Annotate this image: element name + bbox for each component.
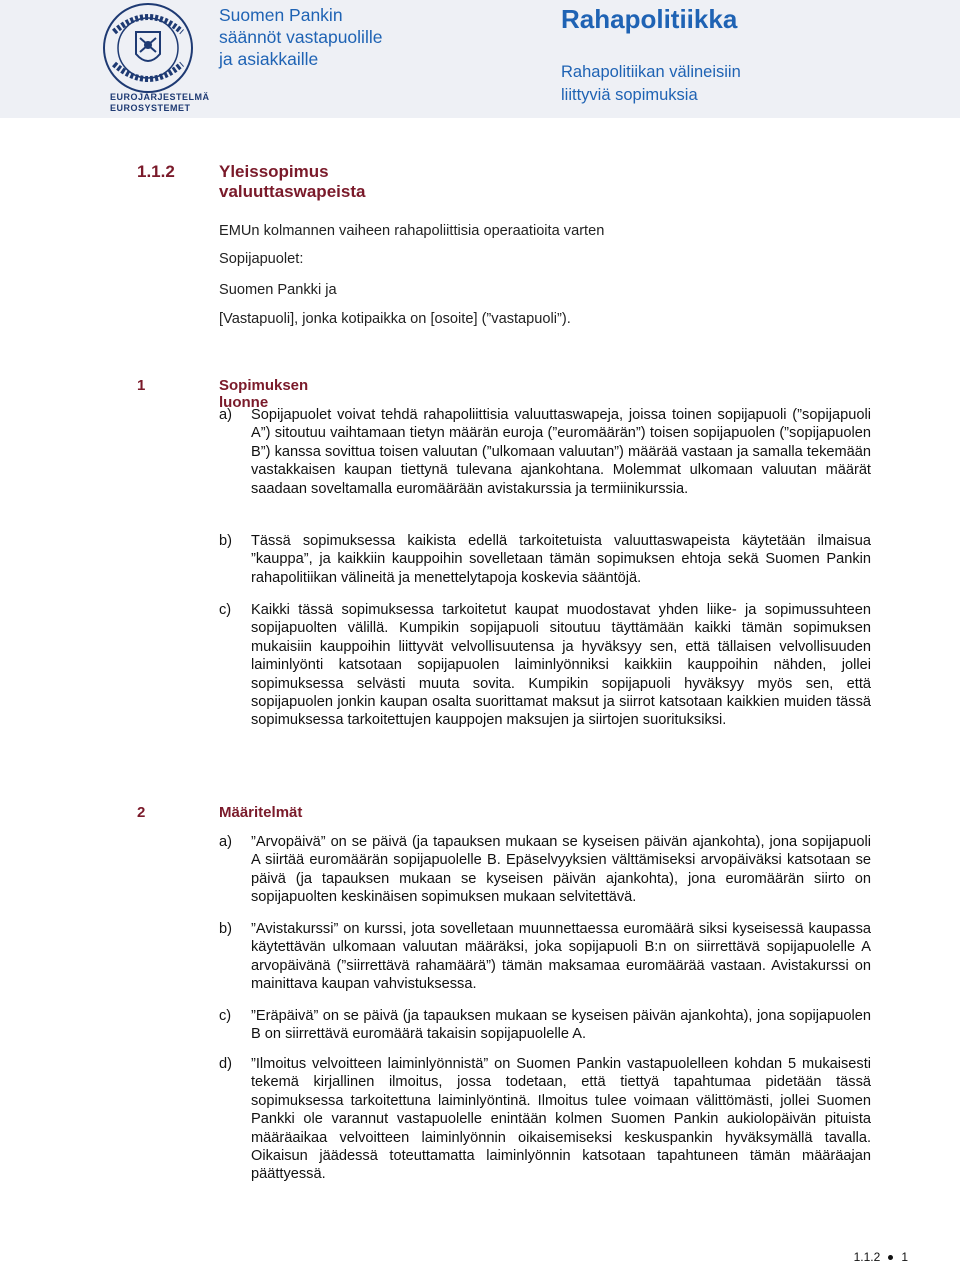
page-header [0,0,960,118]
clause-text: ”Eräpäivä” on se päivä (ja tapauksen mukaan se kyseisen päivän ajankohta), jona sopijapuolen B on siirrettävä euromäärä takaisin sopijapuolelle A. [251,1008,871,1043]
section-number: 1.1.2 [137,162,175,181]
section-title: Yleissopimus valuuttaswapeista [219,162,366,201]
clause-label: c) [219,602,232,618]
page-footer [854,1250,908,1264]
page-title: Rahapolitiikka [561,4,738,34]
clause-item [219,1055,871,1184]
subsection-title: Sopimuksen luonne [219,377,309,411]
clause-text: Sopijapuolet voivat tehdä rahapoliittisia valuuttaswapeja, joissa toinen sopijapuoli (”sopijapuoli A”) sitoutuu vaihtamaan tietyn määrän euroja (”euromäärän”) toisen sopijapuolen (”sopijapuolen B”) kanssa sovittua toisen valuutan (”ulkomaan valuutan”) määrää vastaan ja samalla tekemään vastakkaisen kaupan tiettynä tulevana ajankohtana. Molemmat ulkomaan valuutan määrät saadaan soveltamalla euromäärään avistakurssia ja termiinikurssia. [251,407,871,497]
clause-item [219,1007,871,1044]
clause-item [219,601,871,730]
subsection-number: 2 [137,804,146,821]
eurosystem-label: EUROJÄRJESTELMÄ EUROSYSTEMET [110,92,210,113]
clause-text: Tässä sopimuksessa kaikista edellä tarkoitetuista valuuttaswapeista käytetään ilmaisua ”kauppa”, ja kaikkiin kauppoihin sovelletaan tämän sopimuksen ehtoja sekä Suomen Pankin rahapolitiikan välineitä ja menettelytapoja koskevia sääntöjä. [251,533,871,586]
clause-item [219,833,871,907]
intro-line: Sopijapuolet: [219,251,304,267]
clause-item [219,532,871,587]
clause-text: ”Avistakurssi” on kurssi, jota sovelletaan muunnettaessa euromäärä siksi kyseisessä kaupassa käytettävän ulkomaan valuutan määräksi, joka sopijapuoli B:n on siirrettävä sopijapuolelle A arvopäivänä (”siirrettävä rahamäärä”) tämän maksamaa euromäärää vastaan. Avistakurssi on mainittava kaupan vahvistuksessa. [251,921,871,993]
intro-line: EMUn kolmannen vaiheen rahapoliittisia operaatioita varten [219,223,605,239]
clause-label: d) [219,1056,232,1072]
clause-text: ”Arvopäivä” on se päivä (ja tapauksen mukaan se kyseisen päivän ajankohta), jona sopijapuoli A siirtää euromäärän sopijapuolelle B. Epäselvyyksien välttämiseksi arvopäiväksi katsotaan se päivä (ja tapauksen mukaan se kyseisen päivän ajankohta), jona euromäärän siirto on sopijapuolten keskinäisen sopimuksen mukaan selvitettävä. [251,834,871,906]
clause-label: a) [219,834,232,850]
bullet-icon [888,1255,893,1260]
clause-label: b) [219,921,232,937]
intro-line: [Vastapuoli], jonka kotipaikka on [osoite] (”vastapuoli”). [219,311,571,327]
clause-label: a) [219,407,232,423]
subsection-title: Määritelmät [219,804,303,821]
clause-text: Kaikki tässä sopimuksessa tarkoitetut kaupat muodostavat yhden liike- ja sopimussuhteen sopijapuolten välillä. Kumpikin sopijapuoli sitoutuu täyttämään kaikki tämän sopimuksen mukaisiin kauppoihin liittyvät velvollisuutensa ja hyväksyy sen, että tällaisen velvollisuuden laiminlyönti katsotaan sopijapuolen laiminlyönniksi kaikkiin kauppoihin nähden, jollei sopimuksessa selvästi muuta sovita. Kumpikin sopijapuoli hyväksyy myös sen, että sopijapuolen jonkin kaupan osalta suorittamat maksut ja siirrot katsotaan kaikkien muiden tässä sopimuksessa tarkoitettujen kauppojen maksujen ja siirtojen suorituksiksi. [251,602,871,729]
page-number: 1 [901,1250,908,1264]
clause-label: b) [219,533,232,549]
rules-caption: Suomen Pankin säännöt vastapuolille ja asiakkaille [219,5,383,69]
clause-text: ”Ilmoitus velvoitteen laiminlyönnistä” on Suomen Pankin vastapuolelleen kohdan 5 mukaisesti tekemä kirjallinen ilmoitus, jossa todetaan, että tiettyä tapahtumaa pidetään tässä sopimuksessa tarkoitettuna laiminlyöntinä. Ilmoitus tulee voimaan välittömästi, jollei Suomen Pankki ole varannut vastapuolelle enintään kolmen Suomen Pankin aukiolopäivän pituista määräaikaa velvoitteen laiminlyönnin oikaisemiseksi keskuspankin hyväksymällä tavalla. Oikaisun jäädessä toteuttamatta laiminlyönnin katsotaan tapahtuneen tämän määräajan päättyessä. [251,1056,871,1183]
footer-section-ref: 1.1.2 [853,1250,881,1264]
subsection-number: 1 [137,377,146,394]
page-subtitle: Rahapolitiikan välineisiin liittyviä sopimuksia [561,63,741,104]
clause-item [219,920,871,994]
clause-label: c) [219,1008,232,1024]
intro-line: Suomen Pankki ja [219,282,337,298]
clause-item [219,406,871,498]
